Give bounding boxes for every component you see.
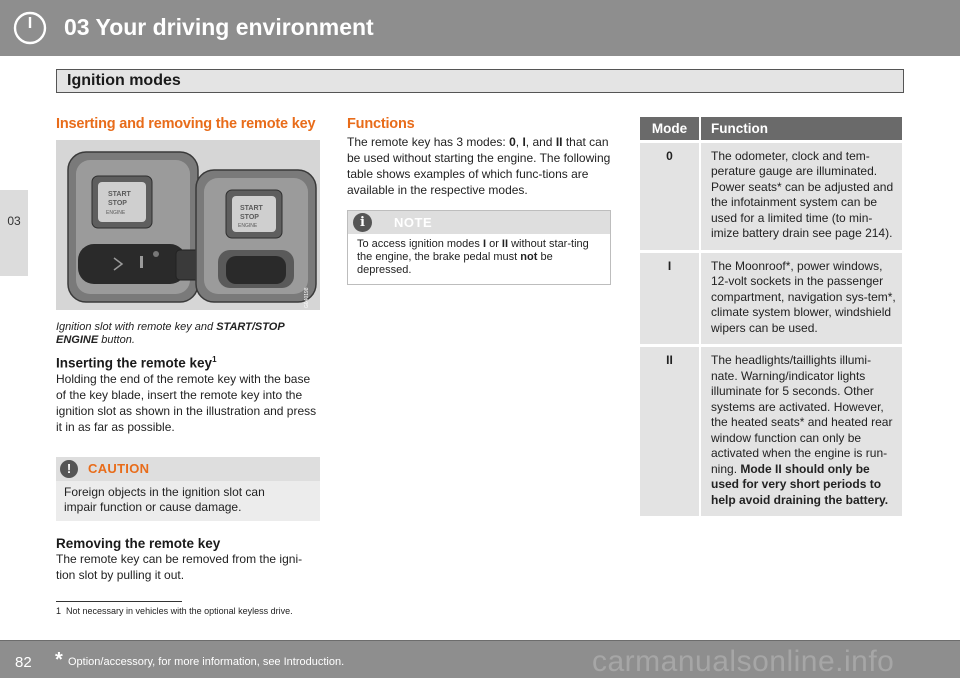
illus-engine-text: ENGINE xyxy=(106,210,126,216)
ignition-slot-illustration xyxy=(56,140,320,310)
chapter-title: 03 Your driving environment xyxy=(64,14,374,40)
footer-note: Option/accessory, for more information, see Introduction. xyxy=(68,656,345,668)
insert-key-text: Holding the end of the remote key with the base of the key blade, insert the remote key into the ignition slot as shown in the illustration and press it in as far as possible. xyxy=(56,371,317,434)
remove-key-text: The remote key can be removed from the igni-tion slot by pulling it out. xyxy=(56,551,303,582)
mode-cell: 0 xyxy=(640,141,700,251)
function-cell: The odometer, clock and tem-perature gauge are illuminated. Power seats* can be adjusted and the infotainment system can be used for a limited time (to min-imize battery drain see page 214). xyxy=(700,141,903,251)
function-cell xyxy=(700,346,903,517)
caution-title: CAUTION xyxy=(88,460,150,476)
gauge-icon xyxy=(13,11,47,45)
footnote-rule xyxy=(56,601,182,602)
remote-key-heading: Inserting and removing the remote key xyxy=(56,116,316,132)
warning-icon: ! xyxy=(60,460,78,478)
section-title: Ignition modes xyxy=(67,72,181,89)
footer-divider xyxy=(0,640,960,641)
illus-start-text: START xyxy=(108,191,131,198)
note-box xyxy=(347,210,611,285)
table-row xyxy=(640,141,903,251)
option-star: * xyxy=(55,649,63,671)
note-text-part: To access ignition modes xyxy=(357,238,483,250)
caution-header xyxy=(56,457,320,481)
note-not: not xyxy=(520,251,538,263)
caption-text: Ignition slot with remote key and xyxy=(56,321,217,333)
illus-stop-text: STOP xyxy=(108,200,127,207)
intro-text-end: that can be used without starting the engine. The following table shows examples of which func-tions are available in the respective modes. xyxy=(347,135,611,197)
intro-sep: , and xyxy=(525,135,556,149)
footnote xyxy=(56,606,293,616)
note-mode-2: II xyxy=(501,238,509,250)
remove-key-heading: Removing the remote key xyxy=(56,535,221,551)
table-row xyxy=(640,346,903,517)
column-header-function: Function xyxy=(700,117,903,141)
illus-engine-text-2: ENGINE xyxy=(238,223,258,229)
function-text: The headlights/taillights illumi-nate. Warning/indicator lights illuminate for 5 seconds. Other systems are activated. However, the heated seats* and heated rear window function can only be activated when the engine is run-ning. xyxy=(711,353,893,476)
watermark: carmanualsonline.info xyxy=(592,645,895,678)
note-text xyxy=(357,238,604,277)
info-icon: i xyxy=(353,213,372,232)
footnote-text: Not necessary in vehicles with the optional keyless drive. xyxy=(66,606,293,616)
intro-sep: , xyxy=(515,135,523,149)
illustration-caption xyxy=(56,321,320,347)
functions-intro xyxy=(347,134,611,198)
footnote-ref: 1 xyxy=(212,355,217,364)
column-header-mode: Mode xyxy=(640,117,700,141)
caption-bold: START/STOP ENGINE xyxy=(56,321,285,346)
left-column xyxy=(56,116,320,583)
note-text-part: without star-ting the engine, the brake pedal must xyxy=(357,238,589,263)
illus-stop-text-2: STOP xyxy=(240,214,259,221)
chapter-side-tab-number: 03 xyxy=(7,214,21,228)
ignition-slot-drawing xyxy=(56,140,320,310)
insert-key-heading-text: Inserting the remote key xyxy=(56,355,213,371)
ignition-modes-table xyxy=(640,117,904,516)
note-text-part: or xyxy=(486,238,502,250)
function-cell: The Moonroof*, power windows, 12-volt sockets in the passenger compartment, navigation sys-tem*, climate system blower, windshield wipers can be used. xyxy=(700,251,903,346)
illustration-code: G040198 xyxy=(304,287,310,308)
mode-1-label: I xyxy=(522,135,526,149)
note-title: NOTE xyxy=(394,215,433,230)
note-header xyxy=(348,211,610,234)
page-number: 82 xyxy=(15,654,32,671)
chapter-side-tab xyxy=(0,190,28,276)
illus-start-text-2: START xyxy=(240,205,263,212)
chapter-header-bar xyxy=(0,0,960,56)
function-warning-text: Mode II should only be used for very short periods to help avoid draining the battery. xyxy=(711,461,889,507)
functions-heading: Functions xyxy=(347,116,415,132)
mode-0-label: 0 xyxy=(509,135,516,149)
insert-key-heading xyxy=(56,355,320,371)
footnote-number: 1 xyxy=(56,606,62,616)
note-text-part: be depressed. xyxy=(357,251,553,276)
table-row xyxy=(640,251,903,346)
mode-cell: II xyxy=(640,346,700,517)
intro-text: The remote key has 3 modes: xyxy=(347,135,510,149)
mode-2-label: II xyxy=(555,135,563,149)
caption-end: button. xyxy=(98,334,135,346)
middle-column xyxy=(347,116,611,285)
mode-cell: I xyxy=(640,251,700,346)
note-mode-1: I xyxy=(482,238,487,250)
table-header-row xyxy=(640,117,903,141)
section-title-bar xyxy=(56,69,904,93)
caution-box xyxy=(56,457,320,521)
caution-text: Foreign objects in the ignition slot can impair function or cause damage. xyxy=(64,484,265,514)
